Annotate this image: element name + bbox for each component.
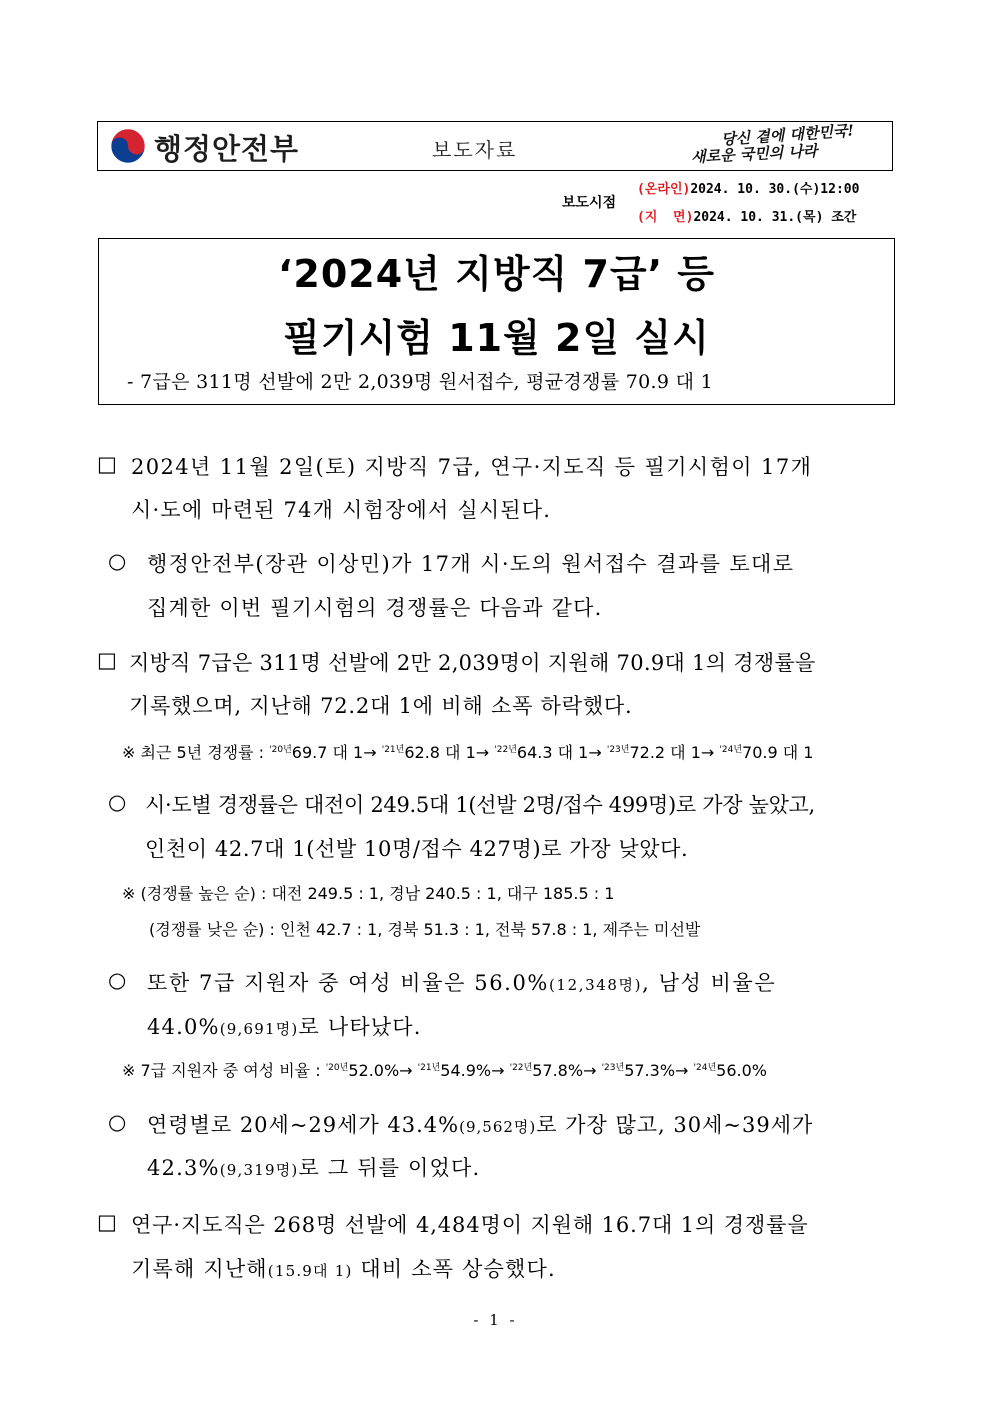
note-year: '22년 <box>509 1063 533 1073</box>
note-5yr-ratio <box>122 740 813 763</box>
note-value: 57.3% <box>624 1061 676 1080</box>
text: 로 그 뒤를 이었다. <box>298 1156 481 1180</box>
doc-type: 보도자료 <box>432 138 518 162</box>
release-online <box>637 178 859 197</box>
note-value: 72.2 대 1 <box>629 743 701 762</box>
slogan-line2: 새로운 국민의 나라 <box>690 141 818 167</box>
text-small: (12,348명) <box>548 976 643 994</box>
release-print <box>637 206 856 225</box>
online-tag: (온라인) <box>637 182 691 197</box>
text: 로 가장 많고, 30세~39세가 <box>536 1113 814 1137</box>
paragraph-6-line2 <box>147 1152 480 1182</box>
note-prefix: ※ 7급 지원자 중 여성 비율 : <box>122 1061 321 1080</box>
bullet-circle: ○ <box>108 790 127 814</box>
release-label: 보도시점 <box>562 195 617 211</box>
note-year: '20년 <box>269 745 292 755</box>
arrow-icon: → <box>588 743 602 762</box>
note-year: '24년 <box>693 1063 717 1073</box>
note-value: 70.9 대 1 <box>742 743 814 762</box>
arrow-icon: → <box>363 743 377 762</box>
paragraph-7-line1: 연구·지도직은 268명 선발에 4,484명이 지원해 16.7대 1의 경쟁률을 <box>131 1213 809 1237</box>
paragraph-4-line2: 인천이 42.7대 1(선발 10명/접수 427명)로 가장 낮았다. <box>145 837 689 861</box>
bullet-circle: ○ <box>108 549 127 573</box>
bullet-square: □ <box>97 1210 117 1234</box>
arrow-icon: → <box>583 1061 597 1080</box>
text: 44.0% <box>147 1015 220 1039</box>
paragraph-4-line1: 시·도별 경쟁률은 대전이 249.5대 1(선발 2명/접수 499명)로 가장 높았고, <box>145 793 815 817</box>
paragraph-3-line2: 기록했으며, 지난해 72.2대 1에 비해 소폭 하락했다. <box>129 694 633 718</box>
note-year: '20년 <box>325 1063 349 1073</box>
text-small: (9,691명) <box>219 1020 299 1038</box>
note-year: '22년 <box>494 745 517 755</box>
paragraph-3-line1: 지방직 7급은 311명 선발에 2만 2,039명이 지원해 70.9대 1의 경쟁률을 <box>129 651 816 675</box>
text: 연령별로 20세~29세가 43.4% <box>147 1113 460 1137</box>
note-year: '23년 <box>606 745 630 755</box>
note-value: 69.7 대 1 <box>291 743 364 762</box>
online-time: 2024. 10. 30.(수)12:00 <box>690 182 860 197</box>
taegeuk-logo-icon <box>110 128 146 164</box>
note-regional-high: ※ (경쟁률 높은 순) : 대전 249.5 : 1, 경남 240.5 : 1, 대구 185.5 : 1 <box>122 884 615 903</box>
note-prefix: ※ 최근 5년 경쟁률 : <box>122 743 265 762</box>
arrow-icon: → <box>675 1061 689 1080</box>
paragraph-7-line2 <box>131 1253 556 1283</box>
arrow-icon: → <box>399 1061 413 1080</box>
arrow-icon: → <box>700 743 715 762</box>
paragraph-2-line1: 행정안전부(장관 이상민)가 17개 시·도의 원서접수 결과를 토대로 <box>147 552 795 576</box>
note-value: 64.3 대 1 <box>516 743 589 762</box>
headline-line2: 필기시험 11월 2일 실시 <box>283 316 710 360</box>
page-number: - 1 - <box>473 1311 518 1329</box>
print-time: 2024. 10. 31.(목) 조간 <box>693 210 857 225</box>
bullet-circle: ○ <box>108 1110 127 1134</box>
paragraph-6-line1 <box>147 1109 813 1139</box>
headline-line1: ‘2024년 지방직 7급’ 등 <box>277 252 715 296</box>
bullet-square: □ <box>97 452 117 476</box>
text: 대비 소폭 상승했다. <box>352 1257 556 1281</box>
note-year: '21년 <box>381 745 405 755</box>
paragraph-1-line2: 시·도에 마련된 74개 시험장에서 실시된다. <box>131 498 552 522</box>
subtitle: - 7급은 311명 선발에 2만 2,039명 원서접수, 평균경쟁률 70.9 대 1 <box>127 371 713 393</box>
bullet-circle: ○ <box>108 968 127 992</box>
paragraph-2-line2: 집계한 이번 필기시험의 경쟁률은 다음과 같다. <box>147 596 603 620</box>
text-small: (15.9대 1) <box>267 1262 353 1280</box>
paragraph-1-line1: 2024년 11월 2일(토) 지방직 7급, 연구·지도직 등 필기시험이 17개 <box>131 455 813 479</box>
bullet-square: □ <box>97 648 117 672</box>
ministry-name: 행정안전부 <box>154 132 300 166</box>
text: 기록해 지난해 <box>131 1257 268 1281</box>
arrow-icon: → <box>491 1061 505 1080</box>
text: 로 나타났다. <box>298 1015 422 1039</box>
note-value: 56.0% <box>716 1061 767 1080</box>
print-tag: (지 면) <box>637 210 694 225</box>
arrow-icon: → <box>475 743 490 762</box>
note-year: '24년 <box>719 745 743 755</box>
note-year: '21년 <box>417 1063 441 1073</box>
text-small: (9,562명) <box>459 1118 537 1136</box>
title-box <box>98 238 895 405</box>
note-value: 54.9% <box>440 1061 492 1080</box>
paragraph-5-line2 <box>147 1011 422 1041</box>
text-small: (9,319명) <box>219 1161 299 1179</box>
text: , 남성 비율은 <box>642 971 777 995</box>
paragraph-5-line1 <box>147 967 776 997</box>
masthead <box>97 121 893 171</box>
note-regional-low: (경쟁률 낮은 순) : 인천 42.7 : 1, 경북 51.3 : 1, 전북 57.8 : 1, 제주는 미선발 <box>149 920 701 939</box>
note-value: 57.8% <box>532 1061 584 1080</box>
note-value: 52.0% <box>348 1061 400 1080</box>
text: 또한 7급 지원자 중 여성 비율은 56.0% <box>147 971 549 995</box>
note-value: 62.8 대 1 <box>404 743 476 762</box>
note-female-ratio <box>122 1058 767 1081</box>
slogan-line1: 당신 곁에 대한민국! <box>720 121 855 149</box>
text: 42.3% <box>147 1156 220 1180</box>
slogan-signature <box>687 123 872 167</box>
note-year: '23년 <box>601 1063 625 1073</box>
